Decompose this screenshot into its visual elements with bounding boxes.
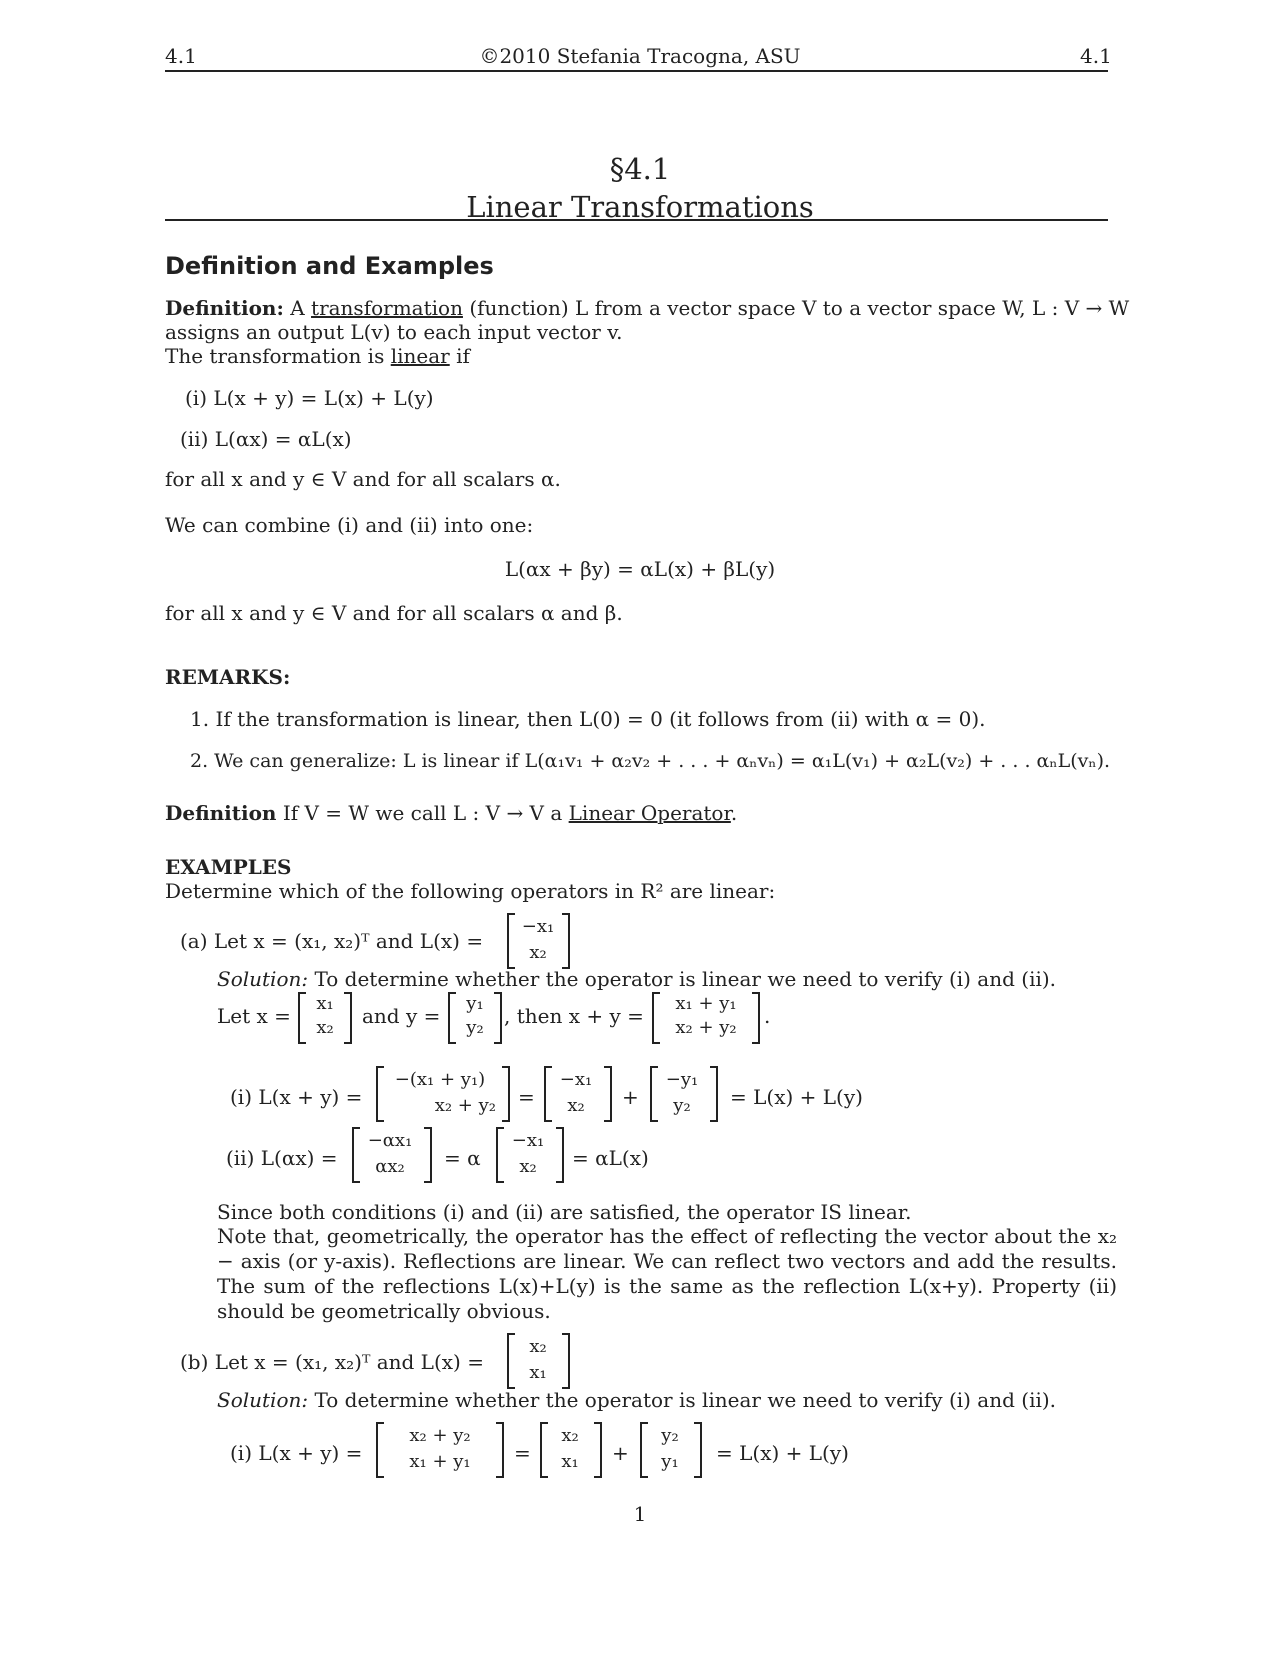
bracket-right: [752, 992, 760, 1044]
examples-intro: Determine which of the following operators in R² are linear:: [165, 879, 776, 903]
bracket-left: [376, 1066, 384, 1122]
matrix-entry: x₁: [529, 1362, 547, 1383]
matrix-entry: x₁ + y₁: [675, 993, 737, 1014]
example-a-label: (a): [180, 929, 208, 953]
bracket-right: [496, 1422, 504, 1478]
bracket-left: [507, 913, 515, 969]
example-a-solution: [217, 967, 1056, 991]
then-label: , then x + y =: [504, 1004, 644, 1028]
matrix-entry: −x₁: [521, 916, 555, 937]
header-center: ©2010 Stefania Tracogna, ASU: [479, 44, 801, 68]
definition-line-1: [165, 296, 1129, 320]
example-a-matrix: [516, 914, 560, 966]
remark-2: 2. We can generalize: L is linear if L(α₁v₁ + α₂v₂ + . . . + αₙvₙ) = α₁L(v₁) + α₂L(v₂) + . . . αₙL(vₙ).: [190, 750, 1111, 772]
a-ii-matrix-2: [504, 1128, 552, 1180]
solution-label: Solution:: [217, 1388, 309, 1412]
bracket-left: [352, 1127, 360, 1183]
a-ii-matrix-1: [360, 1128, 420, 1180]
solution-text: To determine whether the operator is linear we need to verify (i) and (ii).: [314, 1388, 1057, 1412]
sum-matrix: [660, 992, 752, 1040]
bracket-right: [594, 1422, 602, 1478]
a-i-matrix-1: [384, 1067, 496, 1119]
a-ii-rhs: = αL(x): [572, 1146, 649, 1170]
plus-sign: +: [612, 1441, 629, 1465]
equals-sign: =: [518, 1085, 535, 1109]
term-transformation: transformation: [311, 296, 463, 320]
matrix-entry: −x₁: [511, 1130, 545, 1151]
solution-text: To determine whether the operator is linear we need to verify (i) and (ii).: [314, 967, 1057, 991]
header-right: 4.1: [1080, 44, 1112, 68]
matrix-entry: y₁: [661, 1451, 679, 1472]
example-a-statement: [180, 929, 483, 953]
b-i-matrix-2: [548, 1423, 592, 1475]
example-a-stmt: Let x = (x₁, x₂)ᵀ and L(x) =: [213, 929, 484, 953]
page-number: 1: [633, 1502, 647, 1526]
condition-i-label: (i): [185, 386, 208, 410]
a-i-label: (i): [230, 1085, 253, 1109]
for-all-2: for all x and y ∈ V and for all scalars α and β.: [165, 601, 623, 625]
definition-2-label: Definition: [165, 801, 277, 825]
term-linear: linear: [390, 344, 450, 368]
bracket-right: [556, 1127, 564, 1183]
section-title: Linear Transformations: [466, 190, 814, 224]
a-i-lhs: [230, 1085, 362, 1109]
bracket-left: [298, 992, 306, 1044]
bracket-left: [376, 1422, 384, 1478]
example-b-solution: [217, 1388, 1056, 1412]
bracket-left: [650, 1066, 658, 1122]
definition-label: Definition:: [165, 296, 284, 320]
a-i-matrix-3: [658, 1067, 706, 1119]
definition-pre: A: [290, 296, 305, 320]
title-rule: [165, 219, 1108, 221]
definition-line-3-pre: The transformation is: [165, 344, 385, 368]
matrix-entry: x₂: [567, 1095, 585, 1116]
matrix-entry: αx₂: [375, 1156, 405, 1177]
matrix-entry: −αx₁: [367, 1130, 413, 1151]
example-b-statement: [180, 1350, 484, 1374]
b-i-lhs-text: L(x + y) =: [258, 1441, 363, 1465]
condition-ii: [180, 427, 352, 451]
matrix-entry: x₂: [529, 1336, 547, 1357]
a-ii-lhs-text: L(αx) =: [260, 1146, 338, 1170]
definition-2-end: .: [730, 801, 738, 825]
bracket-left: [540, 1422, 548, 1478]
a-i-matrix-2: [552, 1067, 600, 1119]
matrix-entry: y₂: [673, 1095, 691, 1116]
b-i-matrix-1: [384, 1423, 496, 1475]
example-b-label: (b): [180, 1350, 209, 1374]
definition-line-3: [165, 344, 470, 368]
definition-2: [165, 801, 737, 825]
matrix-entry: y₁: [466, 993, 484, 1014]
bracket-right: [344, 992, 352, 1044]
matrix-entry: x₂: [316, 1017, 334, 1038]
bracket-left: [640, 1422, 648, 1478]
a-i-rhs: = L(x) + L(y): [730, 1085, 863, 1109]
matrix-entry: −y₁: [665, 1069, 699, 1090]
definition-line-2: assigns an output L(v) to each input vector v.: [165, 320, 623, 344]
matrix-entry: −x₁: [559, 1069, 593, 1090]
bracket-right: [562, 913, 570, 969]
matrix-entry: y₂: [661, 1425, 679, 1446]
matrix-entry: x₂: [561, 1425, 579, 1446]
period: .: [764, 1004, 771, 1028]
a-ii-label: (ii): [226, 1146, 255, 1170]
a-ii-mid: = α: [444, 1146, 481, 1170]
definition-line-3-post: if: [456, 344, 470, 368]
bracket-right: [494, 992, 502, 1044]
definition-2-text: If V = W we call L : V → V a: [282, 801, 563, 825]
bracket-left: [496, 1127, 504, 1183]
condition-i-expr: L(x + y) = L(x) + L(y): [213, 386, 434, 410]
example-b-stmt: Let x = (x₁, x₂)ᵀ and L(x) =: [214, 1350, 484, 1374]
y-matrix: [456, 992, 494, 1040]
remark-1: 1. If the transformation is linear, then L(0) = 0 (it follows from (ii) with α = 0).: [190, 707, 986, 731]
bracket-right: [424, 1127, 432, 1183]
matrix-entry: x₂ + y₂: [434, 1095, 496, 1116]
bracket-left: [652, 992, 660, 1044]
examples-heading: EXAMPLES: [165, 855, 292, 879]
geometric-note: Note that, geometrically, the operator has the effect of reflecting the vector about the x₂ − axis (or y-axis). Reflections are linear. We can reflect two vectors and add the results. The sum of the reflections L(x)+L(y) is the same as the reflection L(x+y). Property (ii) should be geometrically obvious.: [217, 1224, 1117, 1323]
condition-i: [185, 386, 434, 410]
header-rule: [165, 70, 1108, 72]
matrix-entry: x₁ + y₁: [409, 1451, 471, 1472]
condition-ii-expr: L(αx) = αL(x): [214, 427, 352, 451]
equals-sign: =: [514, 1441, 531, 1465]
matrix-entry: x₂: [519, 1156, 537, 1177]
bracket-left: [448, 992, 456, 1044]
matrix-entry: x₂ + y₂: [675, 1017, 737, 1038]
for-all-1: for all x and y ∈ V and for all scalars α.: [165, 467, 561, 491]
plus-sign: +: [622, 1085, 639, 1109]
b-i-matrix-3: [648, 1423, 692, 1475]
b-i-rhs: = L(x) + L(y): [716, 1441, 849, 1465]
term-linear-operator: Linear Operator: [568, 801, 731, 825]
x-matrix: [306, 992, 344, 1040]
bracket-right: [502, 1066, 510, 1122]
a-ii-lhs: [226, 1146, 338, 1170]
matrix-entry: −(x₁ + y₁): [394, 1069, 486, 1090]
a-i-lhs-text: L(x + y) =: [258, 1085, 363, 1109]
definition-post: (function) L from a vector space V to a vector space W, L : V → W: [469, 296, 1130, 320]
bracket-right: [694, 1422, 702, 1478]
matrix-entry: x₂: [529, 942, 547, 963]
condition-ii-label: (ii): [180, 427, 209, 451]
let-x-label: Let x =: [217, 1004, 291, 1028]
bracket-left: [507, 1333, 515, 1389]
header-left: 4.1: [165, 44, 197, 68]
b-i-lhs: [230, 1441, 362, 1465]
section-number: §4.1: [609, 152, 671, 186]
subsection-heading: Definition and Examples: [165, 252, 494, 280]
matrix-entry: y₂: [466, 1017, 484, 1038]
bracket-left: [544, 1066, 552, 1122]
matrix-entry: x₁: [316, 993, 334, 1014]
example-b-matrix: [516, 1334, 560, 1386]
solution-label: Solution:: [217, 967, 309, 991]
bracket-right: [562, 1333, 570, 1389]
conclusion: Since both conditions (i) and (ii) are satisfied, the operator IS linear.: [217, 1200, 912, 1224]
remarks-heading: REMARKS:: [165, 665, 291, 689]
bracket-right: [710, 1066, 718, 1122]
combined-equation: L(αx + βy) = αL(x) + βL(y): [504, 557, 776, 581]
b-i-label: (i): [230, 1441, 253, 1465]
bracket-right: [604, 1066, 612, 1122]
and-y-label: and y =: [362, 1004, 441, 1028]
matrix-entry: x₁: [561, 1451, 579, 1472]
combine-text: We can combine (i) and (ii) into one:: [165, 513, 534, 537]
matrix-entry: x₂ + y₂: [409, 1425, 471, 1446]
